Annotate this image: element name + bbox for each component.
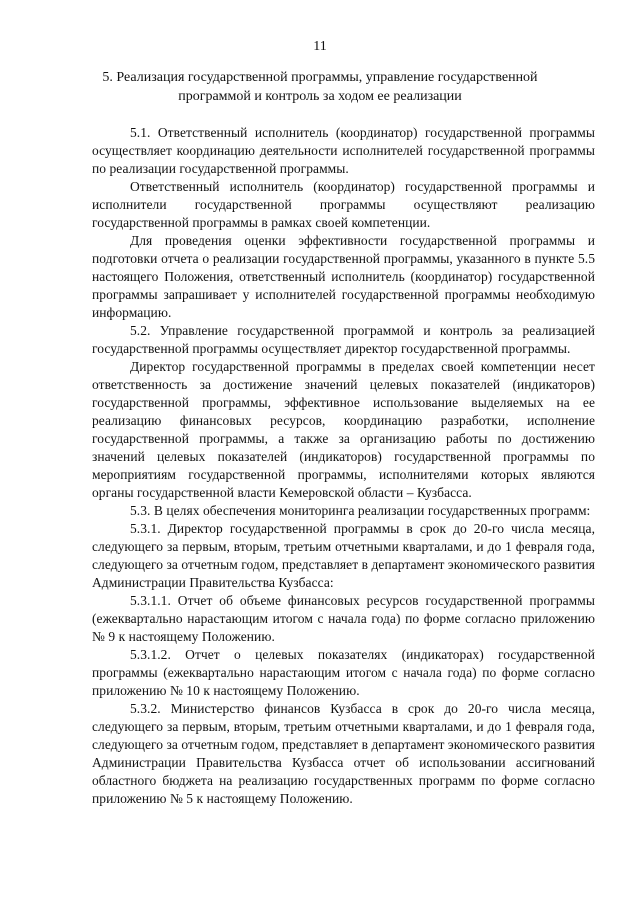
document-body xyxy=(92,124,595,808)
paragraph: 5.3.1. Директор государственной программы в срок до 20-го числа месяца, следующего за первым, вторым, третьим отчетными кварталами, и до 1 февраля года, следующего за отчетным годом, представляет в департамент экономического развития Администрации Правительства Кузбасса: xyxy=(92,521,595,590)
paragraph: Для проведения оценки эффективности государственной программы и подготовки отчета о реализации государственной программы, указанного в пункте 5.5 настоящего Положения, ответственный исполнитель (координатор) государственной программы запрашивает у исполнителей государственной программы необходимую информацию. xyxy=(92,233,595,320)
paragraph: 5.2. Управление государственной программой и контроль за реализацией государственной программы осуществляет директор государственной программы. xyxy=(92,323,595,356)
section-heading: 5. Реализация государственной программы, управление государственной программой и контроль за ходом ее реализации xyxy=(102,70,538,104)
paragraph: 5.3.1.1. Отчет об объеме финансовых ресурсов государственной программы (ежеквартально нарастающим итогом с начала года) по форме согласно приложению № 9 к настоящему Положению. xyxy=(92,593,595,644)
paragraph: 5.3. В целях обеспечения мониторинга реализации государственных программ: xyxy=(130,503,591,518)
page-number: 11 xyxy=(313,39,327,54)
paragraph: 5.3.1.2. Отчет о целевых показателях (индикаторах) государственной программы (ежеквартально нарастающим итогом с начала года) по форме согласно приложению № 10 к настоящему Положению. xyxy=(92,647,595,698)
paragraph: Ответственный исполнитель (координатор) государственной программы и исполнители государственной программы осуществляют реализацию государственной программы в рамках своей компетенции. xyxy=(92,179,595,230)
paragraph: 5.3.2. Министерство финансов Кузбасса в срок до 20-го числа месяца, следующего за первым, вторым, третьим отчетными кварталами, и до 1 февраля года, следующего за отчетным годом, представляет в департамент экономического развития Администрации Правительства Кузбасса отчет об использовании ассигнований областного бюджета на реализацию государственных программ по форме согласно приложению № 5 к настоящему Положению. xyxy=(92,701,595,806)
paragraph: Директор государственной программы в пределах своей компетенции несет ответственность за достижение значений целевых показателей (индикаторов) государственной программы, эффективное использование выделяемых на ее реализацию финансовых ресурсов, координацию разработки, исполнение государственной программы, а также за организацию работы по достижению значений целевых показателей (индикаторов) государственной программы по мероприятиям государственной программы, исполнителями которых являются органы государственной власти Кемеровской области – Кузбасса. xyxy=(92,359,595,500)
paragraph: 5.1. Ответственный исполнитель (координатор) государственной программы осуществляет координацию деятельности исполнителей государственной программы по реализации государственной программы. xyxy=(92,125,595,176)
